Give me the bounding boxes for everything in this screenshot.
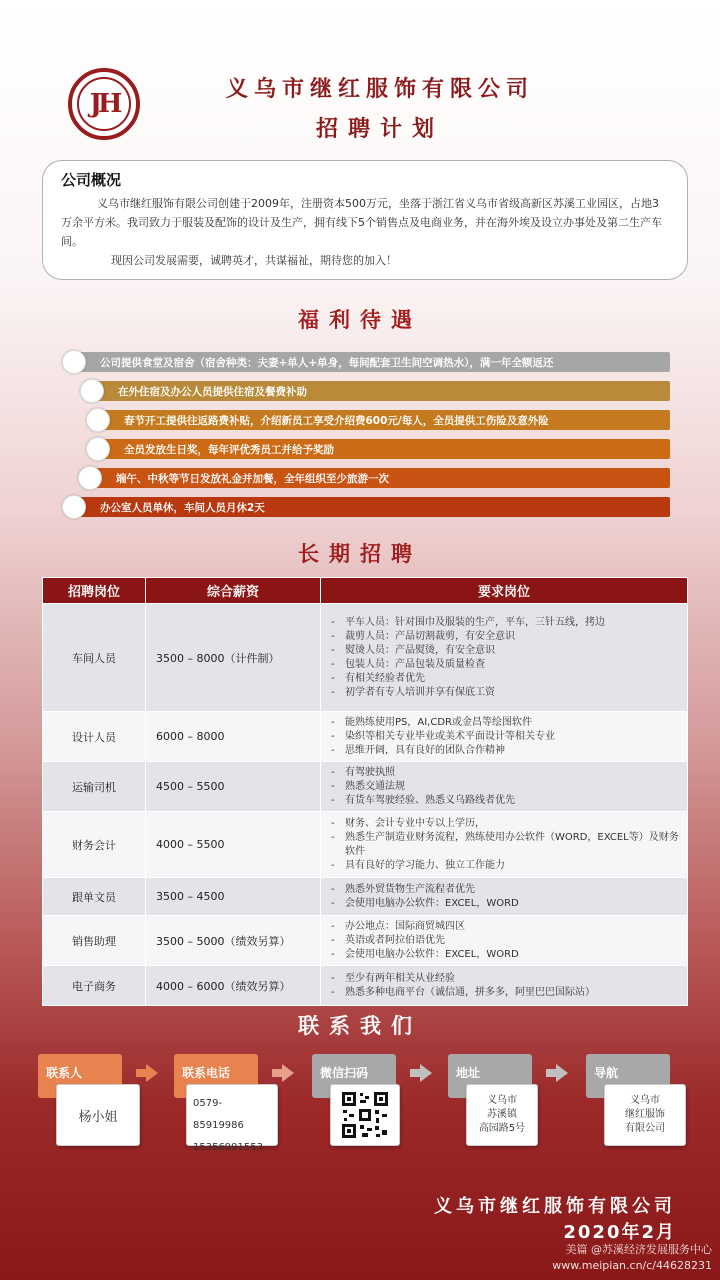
position-cell: 运输司机: [43, 762, 146, 812]
arrow-icon: [272, 1064, 294, 1082]
recruit-table: [42, 577, 688, 1006]
requirement-item: - 包装人员：产品包装及质量检查: [331, 658, 681, 672]
wechat-qr-box[interactable]: [330, 1084, 400, 1146]
contact-person-label: 联系人: [38, 1054, 122, 1098]
contact-phone-label: 联系电话: [174, 1054, 258, 1098]
header-salary: 综合薪资: [146, 578, 321, 604]
salary-cell: 4000 – 6000（绩效另算）: [146, 966, 321, 1006]
phone-mobile[interactable]: 15356991553: [193, 1142, 263, 1153]
requirement-item: - 熟悉多种电商平台（诚信通，拼多多，阿里巴巴国际站）: [331, 986, 681, 1000]
company-overview: [42, 160, 688, 280]
header-position: 招聘岗位: [43, 578, 146, 604]
watermark-line-1: 美篇 @苏溪经济发展服务中心: [565, 1243, 712, 1256]
bullet-circle-icon: [86, 408, 110, 432]
page-title: 招聘计划: [315, 117, 444, 142]
salary-cell: 3500 – 4500: [146, 878, 321, 916]
requirement-item: - 有相关经验者优先: [331, 672, 681, 686]
table-row: [43, 762, 688, 812]
recruit-title: 长期招聘: [298, 542, 422, 566]
requirement-item: - 会使用电脑办公软件：EXCEL，WORD: [331, 948, 681, 962]
requirement-item: - 会使用电脑办公软件：EXCEL，WORD: [331, 897, 681, 911]
requirement-item: - 有驾驶执照: [331, 766, 681, 780]
arrow-icon: [546, 1064, 568, 1082]
requirement-item: - 熟悉交通法规: [331, 780, 681, 794]
benefit-item: 全员发放生日奖，每年评优秀员工并给予奖励: [96, 439, 670, 459]
requirement-item: - 思维开阔，具有良好的团队合作精神: [331, 744, 681, 758]
bullet-circle-icon: [78, 466, 102, 490]
requirement-item: - 至少有两年相关从业经验: [331, 972, 681, 986]
table-row: [43, 812, 688, 878]
requirement-item: - 财务、会计专业中专以上学历，: [331, 817, 681, 831]
requirements-cell: [321, 812, 688, 878]
logo-monogram: JH: [77, 77, 131, 131]
position-cell: 设计人员: [43, 712, 146, 762]
requirement-item: - 熟悉外贸货物生产流程者优先: [331, 883, 681, 897]
table-row: [43, 604, 688, 712]
benefit-item: 端午、中秋等节日发放礼金并加餐，全年组织至少旅游一次: [88, 468, 670, 488]
requirement-item: - 能熟练使用PS，AI,CDR或金昌等绘图软件: [331, 716, 681, 730]
requirements-cell: [321, 916, 688, 966]
requirement-item: - 具有良好的学习能力、独立工作能力: [331, 859, 681, 873]
company-logo: [68, 68, 140, 140]
contact-address-label: 地址: [448, 1054, 532, 1098]
contact-nav-value[interactable]: 义乌市 继红服饰 有限公司: [604, 1084, 686, 1146]
overview-paragraph-1: 义乌市继红服饰有限公司创建于2009年，注册资本500万元，坐落于浙江省义乌市省级高新区苏溪工业园区，占地3万余平方米。我司致力于服装及配饰的设计及生产，拥有线下5个销售点及电商业务，并在海外埃及设立办事处及第二生产车间。: [61, 197, 662, 248]
table-row: [43, 712, 688, 762]
footer-company: 义乌市继红服饰有限公司: [434, 1196, 676, 1217]
arrow-icon: [410, 1064, 432, 1082]
requirement-item: - 英语或者阿拉伯语优先: [331, 934, 681, 948]
contact-title: 联系我们: [298, 1014, 422, 1038]
position-cell: 跟单文员: [43, 878, 146, 916]
salary-cell: 4000 – 5500: [146, 812, 321, 878]
position-cell: 销售助理: [43, 916, 146, 966]
header-requirements: 要求岗位: [321, 578, 688, 604]
contact-nav-label: 导航: [586, 1054, 670, 1098]
requirements-cell: [321, 966, 688, 1006]
benefit-item: 办公室人员单休，车间人员月休2天: [72, 497, 670, 517]
requirement-item: - 熟悉生产制造业财务流程，熟练使用办公软件（WORD，EXCEL等）及财务软件: [331, 831, 681, 859]
qr-code-icon: [340, 1090, 390, 1140]
requirement-item: - 染织等相关专业毕业或美术平面设计等相关专业: [331, 730, 681, 744]
contact-person-value: 杨小姐: [56, 1084, 140, 1146]
footer-date: 2020年2月: [563, 1222, 676, 1243]
contact-wechat-label: 微信扫码: [312, 1054, 396, 1098]
arrow-icon: [136, 1064, 158, 1082]
overview-title: 公司概况: [61, 171, 122, 189]
requirement-item: - 熨烫人员：产品熨烫，有安全意识: [331, 644, 681, 658]
salary-cell: 4500 – 5500: [146, 762, 321, 812]
contact-phone-box: [186, 1084, 278, 1153]
company-name: 义乌市继红服饰有限公司: [225, 77, 534, 102]
requirement-item: - 有货车驾驶经验、熟悉义乌路线者优先: [331, 794, 681, 808]
salary-cell: 3500 – 5000（绩效另算）: [146, 916, 321, 966]
bullet-circle-icon: [86, 437, 110, 461]
overview-paragraph-2: 现因公司发展需要，诚聘英才，共谋福祉，期待您的加入！: [111, 254, 397, 267]
requirement-item: - 平车人员：针对围巾及服装的生产，平车，三针五线，拷边: [331, 616, 681, 630]
benefit-item: 春节开工提供往返路费补贴，介绍新员工享受介绍费600元/每人，全员提供工伤险及意外险: [96, 410, 670, 430]
position-cell: 车间人员: [43, 604, 146, 712]
position-cell: 电子商务: [43, 966, 146, 1006]
requirement-item: - 裁剪人员：产品切割裁剪，有安全意识: [331, 630, 681, 644]
table-row: [43, 916, 688, 966]
table-row: [43, 878, 688, 916]
bullet-circle-icon: [62, 350, 86, 374]
benefit-item: 公司提供食堂及宿舍（宿舍种类：夫妻+单人+单身，每间配套卫生间空调热水），满一年全额返还: [72, 352, 670, 372]
salary-cell: 3500 – 8000（计件制）: [146, 604, 321, 712]
phone-landline[interactable]: 0579-85919986: [193, 1098, 244, 1131]
table-row: [43, 966, 688, 1006]
requirements-cell: [321, 762, 688, 812]
requirements-cell: [321, 878, 688, 916]
benefits-title: 福利待遇: [298, 308, 422, 332]
position-cell: 财务会计: [43, 812, 146, 878]
watermark: [552, 1242, 712, 1274]
bullet-circle-icon: [62, 495, 86, 519]
bullet-circle-icon: [80, 379, 104, 403]
requirements-cell: [321, 604, 688, 712]
contact-address-value: 义乌市 苏溪镇 高园路5号: [466, 1084, 538, 1146]
salary-cell: 6000 – 8000: [146, 712, 321, 762]
requirement-item: - 办公地点：国际商贸城四区: [331, 920, 681, 934]
requirements-cell: [321, 712, 688, 762]
benefit-item: 在外住宿及办公人员提供住宿及餐费补助: [90, 381, 670, 401]
watermark-line-2: www.meipian.cn/c/44628231: [552, 1259, 712, 1272]
requirement-item: - 初学者有专人培训并享有保底工资: [331, 686, 681, 700]
